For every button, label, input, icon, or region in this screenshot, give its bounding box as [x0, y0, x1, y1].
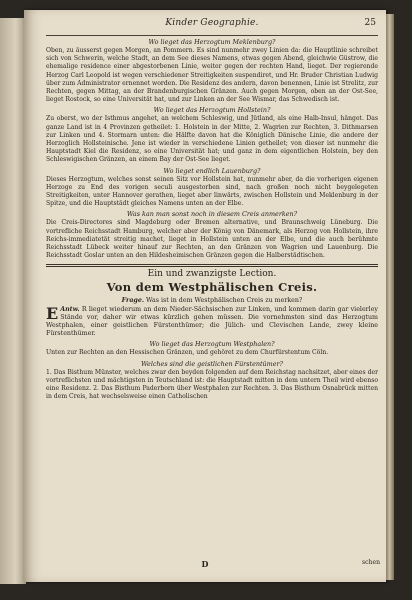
lesson-number-title: Ein und zwanzigste Lection. [147, 269, 277, 280]
right-page-edge [386, 14, 394, 580]
section-hollstein [46, 106, 378, 164]
frage-line [46, 297, 378, 305]
signature-mark: D [201, 559, 209, 569]
section-creis [46, 210, 378, 260]
section-lauenburg [46, 167, 378, 209]
frage-label: Frage. [121, 297, 145, 305]
question: Welches sind die geistlichen Fürstentümer? [140, 359, 283, 368]
running-title: Kinder Geographie. [165, 18, 259, 28]
antwort-paragraph [46, 303, 378, 339]
header-rule [46, 35, 378, 36]
answer-paragraph: Dieses Herzogtum, welches sonst seinen Sitz vor Hollstein hat, nunmehr aber, da die vorherigen eigenen Herzoge zu End des vorigen seculi ausgestorben sind, nach großen noch nicht beygelegeten Streitigkeiten, unter Hannover gerathen, lieget aber linwärts, zwischen Hollstein und Meklenburg in der Spitze, und die Hauptstädt gleiches Namens unten an der Elbe. [46, 175, 378, 208]
frage-text: Was ist in dem Westphälischen Creis zu merken? [146, 297, 303, 305]
question: Wo lieget das Herzogtum Westphalen? [149, 340, 275, 349]
book-page [24, 10, 386, 582]
question: Wo lieget endlich Lauenburg? [163, 166, 261, 175]
drop-initial: E [46, 303, 59, 323]
page-number: 25 [364, 18, 376, 28]
antw-label: Antw. [60, 305, 80, 313]
double-rule [46, 264, 378, 267]
answer-paragraph: Zu oberst, wo der Isthmus angehet, an welchem Schleswig, und Jütland, als eine Halb-Insul, hänget. Das ganze Land ist in 4 Provinzen getheilet: 1. Holstein in der Mitte, 2. Wagrien zur Rechten, 3. Dithmarsen zur Linken und 4. Stormarn unten: die Hälfte davon hat die Königlich Dänische Linie, die andere der Herzoglich Hollsteinische. Jene ist wieder in verschiedene Linien getheilet; von dieser ist nunmehr die Hauptstadt Kiel die Residenz, so eine Universität hat; und ganz in dem eigentlichen Holstein, bey den Schleswigischen Gränzen, an einem Bay der Ost-See lieget. [46, 115, 378, 164]
page-content [46, 14, 378, 402]
antw-text: R lieget wiederum an dem Nieder-Sächsischen zur Linken, und kommen darin gar vielerley Stände vor, daher wir etwas kürzlich gehen müssen. Die vornehmsten sind das Herzogtum Westphalen, einer geistlichen Fürstenthümer; die Jülich- und Clevischen Lande, zwey kleine Fürstenthümer. [46, 305, 378, 338]
answer-paragraph: Die Creis-Directores sind Magdeburg oder Bremen alternative, und Braunschweig Lüneburg. Die vortrefliche Reichsstadt Hamburg, welcher aber der König von Dänemark, als Herzog von Hollstein, ihre Reichs-immediatetät streitig machet, lieget in Hollstein unten an der Elbe, und die auch berühmte Reichsstadt Lübeck weiter hinauf zur Rechten, an den Gränzen von Wagrien und Lauenburg. Die Reichsstadt Goslar unten an den Hildesheimischen Gränzen gegen die Halberstädtischen. [46, 219, 378, 260]
section-meklenburg [46, 38, 378, 104]
lesson-heading [46, 264, 378, 295]
answer-paragraph: 1. Das Bisthum Münster, welches zwar den beyden folgenden auf dem Reichstag nachsitzet, aber eines der vortreflichsten und mächtigsten in Teutschland ist: die Hauptstadt mitten in dem untern Theil wird ebenso eine Residenz. 2. Das Bisthum Paderborn über Westphalen zur Rechten. 3. Das Bisthum Osnabrück mitten in dem Creis, hat wechselsweise einen Catholischen [46, 368, 378, 401]
question: Was kan man sonst noch in diesem Creis anmerken? [126, 210, 298, 219]
answer-paragraph: Unten zur Rechten an den Hessischen Gränzen, und gehöret zu dem Churfürstentum Cöln. [46, 349, 329, 357]
section-fuerstentuemer [46, 360, 378, 402]
section-westphalen [46, 340, 378, 357]
left-page-edge [0, 18, 26, 584]
question: Wo lieget das Herzogtum Hollstein? [153, 106, 271, 115]
page-header [46, 14, 378, 34]
question: Wo lieget das Herzogtum Meklenburg? [148, 38, 276, 46]
catchword: schen [362, 559, 380, 566]
answer-paragraph: Oben, zu äusserst gegen Morgen, an Pommern. Es sind nunmehr zwey Linien da: die Hauptlinie schreibet sich von Schwerin, welche Stadt, an dem See dieses Namens, etwas gegen Abend, gleichwie Güstrow, die ehemalige residence einer abgestorbenen Linie, weiter gegen der rechten Hand, lieget. Der regierende Herzog Carl Leopold ist wegen verschiedener Streitigkeiten suspendiret, und Hr. Bruder Christian Ludwig über zum Administrator ernennet worden. Die Residenz des andern, davon benennen, Linie ist Strelitz, zur Rechten, gegen Mittag, an der Brandenburgischen Gränzen. Auch gegen Morgen, oben an der Ost-See, lieget Rostock, so eine Universität hat, und zur Linken an der See Wismar, das Schwedisch ist. [46, 47, 378, 104]
chapter-title: Von dem Westphälischen Creis. [106, 280, 318, 295]
